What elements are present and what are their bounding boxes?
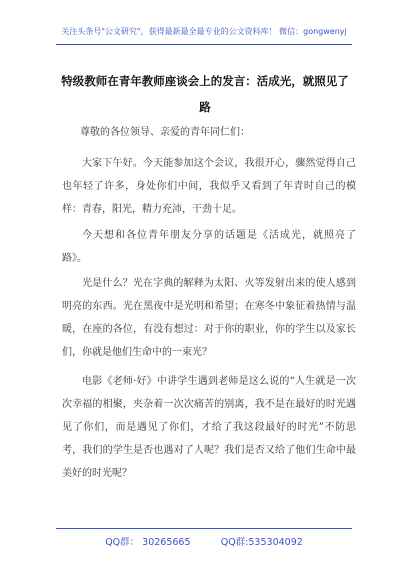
qq-group-2: QQ群:535304092 (220, 537, 303, 548)
paragraph: 电影《老师·好》中讲学生遇到老师是这么说的“人生就是一次次幸福的相聚，夹杂着一次次痛苦的别离，我不是在最好的时光遇见了你们，而是遇见了你们，才给了我这段最好的时光”不防思考，我们的学生是否也遇对了人呢？我们是否又给了他们生命中最美好的时光呢？ (62, 376, 356, 479)
header-divider (56, 44, 352, 45)
greeting: 尊敬的各位领导、亲爱的青年同仁们： (80, 127, 250, 138)
paragraph: 大家下午好。今天能参加这个会议，我很开心，骤然觉得自己也年轻了许多，身处你们中间，我似乎又看到了年青时自己的模样：青春，阳光，精力充沛，干劲十足。 (62, 158, 356, 215)
paragraph: 今天想和各位青年朋友分享的话题是《活成光，就照亮了路》。 (62, 230, 356, 264)
page-footer (0, 534, 408, 548)
paragraph: 光是什么？光在字典的解释为太阳、火等发射出来的使人感到明亮的东西。光在黑夜中是光明和希望；在寒冬中象征着热情与温暖，在座的各位，有没有想过：对于你的职业，你的学生以及家长们，你就是他们生命中的一束光？ (62, 278, 356, 358)
footer-divider (56, 528, 352, 529)
document-title: 特级教师在青年教师座谈会上的发言：活成光，就照见了路 (61, 74, 349, 114)
page-header: 关注头条号"公文研究"，获得最新最全最专业的公文资料库！ 微信：gongwenyj (61, 27, 347, 36)
qq-group-1: QQ群： 30265665 (105, 537, 191, 548)
